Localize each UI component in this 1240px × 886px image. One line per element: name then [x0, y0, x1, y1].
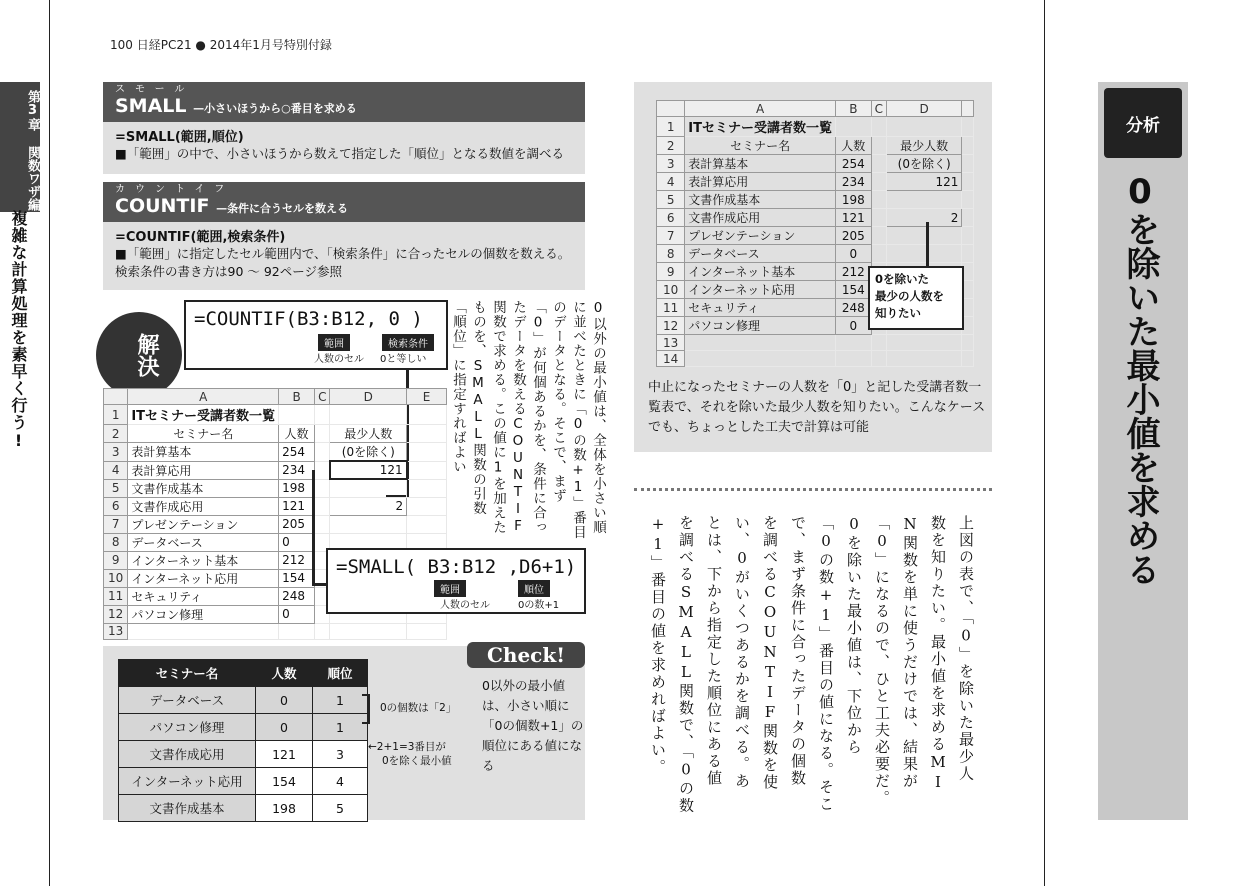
right-caption: 中止になったセミナーの人数を「0」と記した受講者数一覧表で、それを除いた最少人数を知りたい。こんなケースでも、ちょっとした工夫で計算は可能: [648, 380, 986, 435]
cell: [887, 191, 962, 209]
seminar-name: データベース: [128, 533, 279, 551]
zero-count: 2: [887, 209, 962, 227]
row-number: 4: [104, 461, 128, 479]
countif-description-1: ■「範囲」に指定したセル範囲内で、「検索条件」に合ったセルの個数を数える。: [115, 246, 571, 261]
attendee-count: 0: [279, 533, 315, 551]
attendee-count: 212: [836, 263, 872, 281]
attendee-count: 0: [279, 605, 315, 623]
sheet-row: [104, 461, 447, 479]
countif-function-box: [103, 182, 585, 290]
connector-line-small-h: [312, 583, 328, 586]
body-column: で、まず条件に合ったデータの個数: [789, 515, 807, 787]
seminar-name: 表計算応用: [128, 461, 279, 479]
cell: [871, 209, 886, 227]
seminar-name: 文書作成基本: [128, 479, 279, 497]
seminar-name: プレゼンテーション: [128, 515, 279, 533]
column-header: D: [887, 101, 962, 117]
body-column: とは、下から指定した順位にある値: [705, 515, 723, 787]
check-row: [119, 741, 368, 768]
attendee-count: 254: [836, 155, 872, 173]
callout-connector: [926, 222, 929, 266]
small-syntax: =SMALL(範囲,順位): [115, 130, 244, 145]
attendee-count: 234: [279, 461, 315, 479]
cell: [871, 351, 886, 367]
cell: [407, 443, 447, 462]
cell: [407, 479, 447, 497]
cell: [407, 497, 447, 515]
cell: [330, 405, 407, 425]
countif-syntax: =COUNTIF(範囲,検索条件): [115, 230, 286, 245]
cell: [685, 351, 836, 367]
min-label-1: 最少人数: [330, 425, 407, 443]
cell: [407, 515, 447, 533]
cell: [887, 351, 962, 367]
countif-name: COUNTIF: [115, 195, 210, 217]
body-column: 0を除いた最小値は、下位から: [845, 515, 863, 756]
cell: [315, 479, 330, 497]
sheet-row: [104, 479, 447, 497]
check-note-zero-count: 0の個数は「2」: [380, 702, 457, 714]
attendee-count: 0: [836, 317, 872, 335]
cell: [279, 623, 315, 639]
row-number: 13: [104, 623, 128, 639]
body-text: [634, 515, 996, 855]
callout-line-2: 最少の人数を: [875, 289, 944, 303]
check-cell: 154: [256, 768, 313, 795]
kaiketsu-label: 解決: [134, 333, 159, 377]
cell: [315, 461, 330, 479]
attendee-count: 154: [279, 569, 315, 587]
countif-range-caption: 人数のセル: [314, 354, 364, 365]
cell: [871, 191, 886, 209]
cell: [315, 497, 330, 515]
cell: [315, 623, 330, 639]
body-column: 上図の表で、「0」を除いた最少人: [957, 515, 975, 783]
check-cell: 1: [313, 714, 368, 741]
seminar-name: インターネット応用: [128, 569, 279, 587]
column-header: B: [836, 101, 872, 117]
countif-description-2: 検索条件の書き方は90 ～ 92ページ参照: [115, 264, 343, 279]
cell: [871, 245, 886, 263]
check-header-name: セミナー名: [119, 660, 256, 687]
cell: [887, 245, 962, 263]
small-range-caption: 人数のセル: [440, 600, 490, 611]
cell: [315, 515, 330, 533]
cell: [887, 117, 962, 137]
cell: [315, 443, 330, 462]
body-column: N関数を単に使うだけでは、結果が: [901, 515, 919, 790]
row-number: 1: [657, 117, 685, 137]
sheet-row: [657, 137, 974, 155]
min-label-2: (0を除く): [330, 443, 407, 462]
row-number: 5: [657, 191, 685, 209]
bracket: [362, 694, 370, 724]
main-title: 0を除いた最小値を求める: [1120, 172, 1160, 586]
cell: [330, 515, 407, 533]
check-cell: 0: [256, 687, 313, 714]
page-number: 100: [110, 38, 133, 52]
row-number: 8: [104, 533, 128, 551]
small-name: SMALL: [115, 95, 187, 117]
cell: [962, 155, 974, 173]
callout-line-3: 知りたい: [875, 306, 921, 320]
chapter-subtitle: 複雑な計算処理を素早く行う!: [9, 210, 28, 451]
attendee-count: 212: [279, 551, 315, 569]
row-number: 12: [657, 317, 685, 335]
cell: [128, 623, 279, 639]
cell: [962, 191, 974, 209]
body-column: 数を知りたい。最小値を求めるMI: [929, 515, 947, 793]
attendee-count: 0: [836, 245, 872, 263]
row-number: 8: [657, 245, 685, 263]
seminar-name: インターネット基本: [128, 551, 279, 569]
kaiketsu-badge: [96, 312, 182, 398]
attendee-count: 198: [836, 191, 872, 209]
min-value: 121: [330, 461, 407, 479]
sheet-row: [657, 173, 974, 191]
sheet-row: [104, 497, 447, 515]
body-column: +1」番目の値を求めればよい。: [649, 515, 667, 776]
attendee-count: 205: [836, 227, 872, 245]
seminar-name: インターネット基本: [685, 263, 836, 281]
row-number: 13: [657, 335, 685, 351]
check-note-min: 0を除く最小値: [382, 755, 452, 767]
check-cell: 0: [256, 714, 313, 741]
row-number: 2: [657, 137, 685, 155]
attendee-count: 205: [279, 515, 315, 533]
check-text: 0以外の最小値は、小さい順に「0の個数+1」の順位にある値になる: [482, 678, 584, 773]
small-ruby: スモール: [115, 84, 195, 95]
cell: [836, 351, 872, 367]
check-row: [119, 795, 368, 822]
countif-formula-box: [184, 300, 448, 370]
row-number: 5: [104, 479, 128, 497]
middle-explanation: 0以外の最小値は、全体を小さい順に並べたときに「0の数+1」番目のデータとなる。そこで、まず「0」が何個あるかを、条件に合ったデータを数えるCOUNTIF関数で求める。この値に1を加えたものを、SMALL関数の引数「順位」に指定すればよい: [450, 300, 606, 540]
check-note-third: ←2+1=3番目が: [368, 741, 446, 753]
small-function-box: [103, 82, 585, 174]
corner-cell: [657, 101, 685, 117]
cell: [962, 351, 974, 367]
cell: [407, 405, 447, 425]
cell: [315, 405, 330, 425]
seminar-name: 表計算基本: [685, 155, 836, 173]
attendee-count: 254: [279, 443, 315, 462]
attendee-count: 248: [836, 299, 872, 317]
countif-tagline: —条件に合うセルを数える: [216, 202, 349, 215]
small-range-tag: 範囲: [434, 580, 466, 597]
row-number: 9: [657, 263, 685, 281]
seminar-name: 文書作成応用: [685, 209, 836, 227]
sheet-row: [657, 351, 974, 367]
cell: [685, 335, 836, 351]
seminar-name: パソコン修理: [685, 317, 836, 335]
row-number: 1: [104, 405, 128, 425]
row-number: 7: [657, 227, 685, 245]
column-header: B: [279, 389, 315, 405]
min-value: 121: [887, 173, 962, 191]
cell: [962, 335, 974, 351]
header-count: 人数: [836, 137, 872, 155]
attendee-count: 234: [836, 173, 872, 191]
seminar-name: 文書作成応用: [128, 497, 279, 515]
cell: [407, 623, 447, 639]
check-cell: 198: [256, 795, 313, 822]
attendee-count: 154: [836, 281, 872, 299]
cell: [836, 117, 872, 137]
cell: [962, 117, 974, 137]
column-header: [962, 101, 974, 117]
check-row: [119, 687, 368, 714]
check-cell: 4: [313, 768, 368, 795]
check-header-rank: 順位: [313, 660, 368, 687]
countif-formula: =COUNTIF(B3:B12, 0 ): [194, 308, 423, 330]
right-margin-rule: [1044, 0, 1045, 886]
cell: [962, 173, 974, 191]
cell: [871, 335, 886, 351]
cell: [407, 461, 447, 479]
column-header: C: [871, 101, 886, 117]
cell: [279, 405, 315, 425]
body-column: い、0がいくつあるかを調べる。あ: [733, 515, 751, 790]
check-row: [119, 768, 368, 795]
corner-cell: [104, 389, 128, 405]
cell: [407, 425, 447, 443]
attendee-count: 121: [836, 209, 872, 227]
row-number: 10: [657, 281, 685, 299]
cell: [871, 117, 886, 137]
check-table: [118, 659, 368, 822]
countif-range-tag: 範囲: [318, 334, 350, 351]
sheet-row: [104, 405, 447, 425]
seminar-name: プレゼンテーション: [685, 227, 836, 245]
column-header: E: [407, 389, 447, 405]
countif-criteria-tag: 検索条件: [382, 334, 434, 351]
row-number: 9: [104, 551, 128, 569]
sheet-row: [104, 515, 447, 533]
cell: [330, 623, 407, 639]
cell: [871, 227, 886, 245]
small-formula: =SMALL( B3:B12 ,D6+1): [336, 556, 577, 578]
sheet-row: [104, 443, 447, 462]
cell: [871, 137, 886, 155]
cell: [315, 425, 330, 443]
left-margin-rule: [49, 0, 50, 886]
connector-line-small: [312, 470, 315, 586]
check-cell: 5: [313, 795, 368, 822]
row-number: 3: [104, 443, 128, 462]
check-cell: データベース: [119, 687, 256, 714]
column-header: D: [330, 389, 407, 405]
countif-ruby: カウントイフ: [115, 184, 235, 195]
header-publication: 日経PC21 ● 2014年1月号特別付録: [136, 38, 332, 52]
column-header: C: [315, 389, 330, 405]
sheet-row: [657, 155, 974, 173]
seminar-name: 表計算応用: [685, 173, 836, 191]
seminar-name: 文書作成基本: [685, 191, 836, 209]
sheet-row: [104, 425, 447, 443]
sheet-row: [104, 623, 447, 639]
row-number: 6: [657, 209, 685, 227]
right-callout: [868, 266, 964, 330]
sheet-row: [657, 191, 974, 209]
row-number: 6: [104, 497, 128, 515]
header-count: 人数: [279, 425, 315, 443]
small-description: ■「範囲」の中で、小さいほうから数えて指定した「順位」となる数値を調べる: [115, 146, 565, 161]
seminar-name: パソコン修理: [128, 605, 279, 623]
seminar-name: セキュリティ: [685, 299, 836, 317]
countif-criteria-caption: 0と等しい: [380, 354, 427, 365]
body-column: を調べるSMALL関数で、「0の数: [677, 515, 695, 815]
seminar-name: セキュリティ: [128, 587, 279, 605]
attendee-count: 121: [279, 497, 315, 515]
check-row: [119, 714, 368, 741]
seminar-name: インターネット応用: [685, 281, 836, 299]
row-number: 12: [104, 605, 128, 623]
cell: [887, 227, 962, 245]
attendee-count: 248: [279, 587, 315, 605]
cell: [887, 335, 962, 351]
sheet-row: [657, 117, 974, 137]
chapter-tab: 第3章 関数ワザ編: [0, 82, 40, 212]
row-number: 3: [657, 155, 685, 173]
header-name: セミナー名: [685, 137, 836, 155]
attendee-count: 198: [279, 479, 315, 497]
cell: [836, 335, 872, 351]
check-badge: Check!: [467, 642, 585, 668]
row-number: 7: [104, 515, 128, 533]
check-cell: 121: [256, 741, 313, 768]
page-header: [110, 36, 332, 53]
small-tagline: —小さいほうから○番目を求める: [193, 102, 357, 115]
body-column: 「0の数+1」番目の値になる。そこ: [817, 515, 835, 813]
cell: [871, 155, 886, 173]
min-label-1: 最少人数: [887, 137, 962, 155]
column-header-row: [657, 101, 974, 117]
cell: [962, 227, 974, 245]
body-column: 「0」になるので、ひと工夫必要だ。: [873, 515, 891, 807]
min-label-2: (0を除く): [887, 155, 962, 173]
row-number: 11: [104, 587, 128, 605]
check-cell: パソコン修理: [119, 714, 256, 741]
row-number: 10: [104, 569, 128, 587]
check-cell: 文書作成応用: [119, 741, 256, 768]
column-header-row: [104, 389, 447, 405]
sheet-title: ITセミナー受講者数一覧: [128, 405, 279, 425]
check-cell: 3: [313, 741, 368, 768]
cell: [962, 137, 974, 155]
row-number: 4: [657, 173, 685, 191]
cell: [962, 245, 974, 263]
column-header: A: [128, 389, 279, 405]
check-cell: インターネット応用: [119, 768, 256, 795]
header-name: セミナー名: [128, 425, 279, 443]
small-formula-box: [326, 548, 586, 614]
check-header-count: 人数: [256, 660, 313, 687]
row-number: 14: [657, 351, 685, 367]
sheet-row: [657, 335, 974, 351]
callout-line-1: 0を除いた: [875, 272, 930, 286]
seminar-name: データベース: [685, 245, 836, 263]
zero-count: 2: [330, 497, 407, 515]
small-rank-tag: 順位: [518, 580, 550, 597]
column-header: A: [685, 101, 836, 117]
seminar-name: 表計算基本: [128, 443, 279, 462]
cell: [871, 173, 886, 191]
row-number: 11: [657, 299, 685, 317]
dotted-divider: [634, 488, 992, 491]
analysis-tag: 分析: [1104, 88, 1182, 158]
check-cell: 1: [313, 687, 368, 714]
cell: [962, 209, 974, 227]
sheet-title: ITセミナー受講者数一覧: [685, 117, 836, 137]
row-number: 2: [104, 425, 128, 443]
body-column: を調べるCOUNTIF関数を使: [761, 515, 779, 791]
small-rank-caption: 0の数+1: [518, 600, 560, 611]
check-cell: 文書作成基本: [119, 795, 256, 822]
cell: [330, 479, 407, 497]
